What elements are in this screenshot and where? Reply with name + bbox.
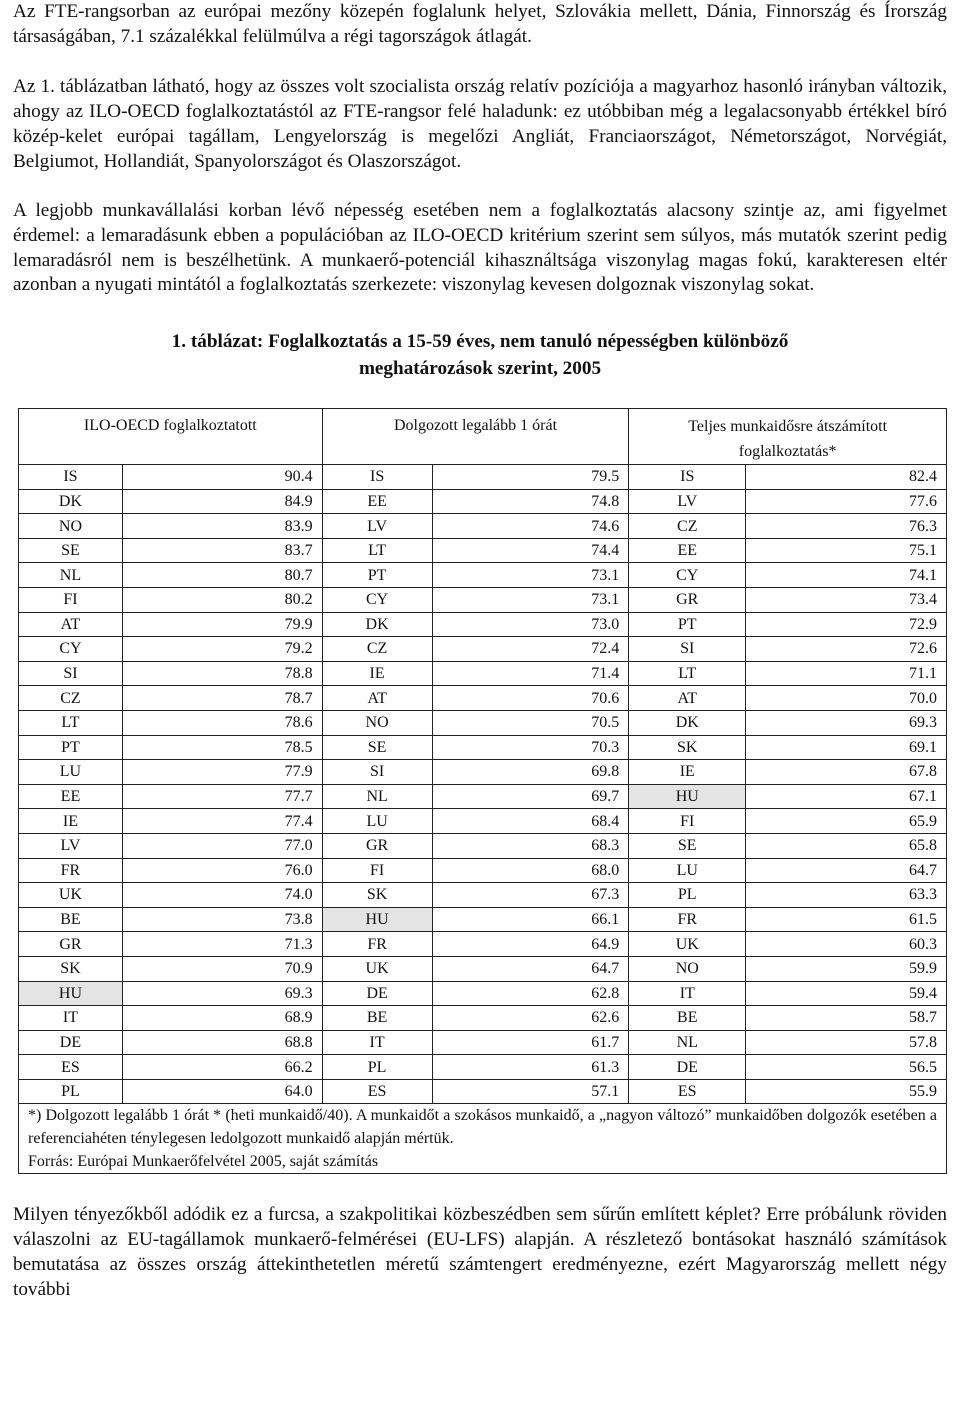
value-cell: 74.1 bbox=[746, 563, 947, 588]
value-cell: 59.9 bbox=[746, 956, 947, 981]
value-cell: 73.1 bbox=[432, 563, 629, 588]
value-cell: 74.8 bbox=[432, 489, 629, 514]
value-cell: 76.3 bbox=[746, 514, 947, 539]
table-row bbox=[19, 465, 947, 490]
country-code-cell: SK bbox=[629, 735, 746, 760]
value-cell: 61.5 bbox=[746, 907, 947, 932]
country-code-cell: DK bbox=[19, 489, 123, 514]
employment-table bbox=[18, 408, 947, 1174]
country-code-cell: AT bbox=[19, 612, 123, 637]
country-code-cell: PT bbox=[19, 735, 123, 760]
value-cell: 69.3 bbox=[746, 710, 947, 735]
country-code-cell: IS bbox=[629, 465, 746, 490]
country-code-cell: SK bbox=[322, 883, 432, 908]
value-cell: 77.6 bbox=[746, 489, 947, 514]
value-cell: 74.6 bbox=[432, 514, 629, 539]
value-cell: 56.5 bbox=[746, 1055, 947, 1080]
country-code-cell: ES bbox=[19, 1055, 123, 1080]
country-code-cell: FI bbox=[629, 809, 746, 834]
table-row bbox=[19, 760, 947, 785]
table-row bbox=[19, 1079, 947, 1104]
value-cell: 64.7 bbox=[432, 956, 629, 981]
country-code-cell: NL bbox=[19, 563, 123, 588]
value-cell: 82.4 bbox=[746, 465, 947, 490]
value-cell: 57.8 bbox=[746, 1030, 947, 1055]
value-cell: 67.1 bbox=[746, 784, 947, 809]
paragraph-4: Milyen tényezőkből adódik ez a furcsa, a szakpolitikai közbeszédben sem sűrűn említett képlet? Erre próbálunk röviden válaszolni az EU-tagállamok munkaerő-felmérései (EU-LFS) alapján. A részletező bontásokat használó számítások bemutatása az összes ország áttekinthetetlen méretű számtengert eredményezne, ezért Magyarország mellett négy további bbox=[13, 1204, 947, 1300]
table-caption-line-1: 1. táblázat: Foglalkoztatás a 15-59 éves, nem tanuló népességben különböző bbox=[171, 331, 789, 353]
value-cell: 66.2 bbox=[122, 1055, 322, 1080]
table-row bbox=[19, 833, 947, 858]
value-cell: 83.9 bbox=[122, 514, 322, 539]
country-code-cell: SE bbox=[19, 538, 123, 563]
country-code-cell: AT bbox=[322, 686, 432, 711]
header-ilo-oecd: ILO-OECD foglalkoztatott bbox=[19, 409, 323, 465]
value-cell: 73.4 bbox=[746, 588, 947, 613]
country-code-cell: IE bbox=[19, 809, 123, 834]
table-row bbox=[19, 661, 947, 686]
value-cell: 76.0 bbox=[122, 858, 322, 883]
country-code-cell: IT bbox=[629, 981, 746, 1006]
country-code-cell: GR bbox=[322, 833, 432, 858]
country-code-cell: GR bbox=[629, 588, 746, 613]
value-cell: 58.7 bbox=[746, 1006, 947, 1031]
country-code-cell: DE bbox=[322, 981, 432, 1006]
country-code-cell: CZ bbox=[19, 686, 123, 711]
country-code-cell: NO bbox=[322, 710, 432, 735]
table-row bbox=[19, 1055, 947, 1080]
value-cell: 68.3 bbox=[432, 833, 629, 858]
value-cell: 71.4 bbox=[432, 661, 629, 686]
country-code-cell: FR bbox=[322, 932, 432, 957]
country-code-cell: SI bbox=[629, 637, 746, 662]
country-code-cell: NO bbox=[19, 514, 123, 539]
value-cell: 68.0 bbox=[432, 858, 629, 883]
table-row bbox=[19, 784, 947, 809]
country-code-cell: PT bbox=[322, 563, 432, 588]
table-row bbox=[19, 710, 947, 735]
country-code-cell: LU bbox=[322, 809, 432, 834]
value-cell: 75.1 bbox=[746, 538, 947, 563]
table-row bbox=[19, 1030, 947, 1055]
value-cell: 62.8 bbox=[432, 981, 629, 1006]
table-row bbox=[19, 538, 947, 563]
country-code-cell: BE bbox=[19, 907, 123, 932]
value-cell: 67.3 bbox=[432, 883, 629, 908]
country-code-cell: DK bbox=[322, 612, 432, 637]
paragraph-1: Az FTE-rangsorban az európai mezőny közepén foglalunk helyet, Szlovákia mellett, Dánia, Finnország és Írország társaságában, 7.1 százalékkal felülmúlva a régi tagországok átlagát. bbox=[13, 1, 947, 47]
table-row bbox=[19, 932, 947, 957]
table-row bbox=[19, 1006, 947, 1031]
value-cell: 71.3 bbox=[122, 932, 322, 957]
table-row bbox=[19, 637, 947, 662]
value-cell: 70.9 bbox=[122, 956, 322, 981]
country-code-cell: FR bbox=[19, 858, 123, 883]
value-cell: 65.9 bbox=[746, 809, 947, 834]
country-code-cell: FR bbox=[629, 907, 746, 932]
value-cell: 70.0 bbox=[746, 686, 947, 711]
value-cell: 59.4 bbox=[746, 981, 947, 1006]
country-code-cell: ES bbox=[629, 1079, 746, 1104]
country-code-cell: BE bbox=[629, 1006, 746, 1031]
value-cell: 90.4 bbox=[122, 465, 322, 490]
country-code-cell: SI bbox=[322, 760, 432, 785]
value-cell: 62.6 bbox=[432, 1006, 629, 1031]
country-code-cell: CZ bbox=[322, 637, 432, 662]
table-row bbox=[19, 956, 947, 981]
value-cell: 66.1 bbox=[432, 907, 629, 932]
country-code-cell: EE bbox=[322, 489, 432, 514]
value-cell: 71.1 bbox=[746, 661, 947, 686]
table-note-row bbox=[19, 1104, 947, 1174]
country-code-cell: HU bbox=[19, 981, 123, 1006]
country-code-cell: UK bbox=[19, 883, 123, 908]
value-cell: 78.6 bbox=[122, 710, 322, 735]
country-code-cell: FI bbox=[19, 588, 123, 613]
table-row bbox=[19, 735, 947, 760]
country-code-cell: CY bbox=[629, 563, 746, 588]
table-row bbox=[19, 883, 947, 908]
paragraph-2: Az 1. táblázatban látható, hogy az összes volt szocialista ország relatív pozíciója a magyarhoz hasonló irányban változik, ahogy az ILO-OECD foglalkoztatástól az FTE-rangsor felé haladunk: ez utóbbiban még a legalacsonyabb értékkel bíró közép-kelet európai tagállam, Lengyelország is megelőzi Angliát, Franciaországot, Németországot, Norvégiát, Belgiumot, Hollandiát, Spanyolországot és Olaszországot. bbox=[13, 76, 947, 172]
country-code-cell: IT bbox=[322, 1030, 432, 1055]
country-code-cell: SE bbox=[629, 833, 746, 858]
country-code-cell: LV bbox=[629, 489, 746, 514]
value-cell: 63.3 bbox=[746, 883, 947, 908]
country-code-cell: PL bbox=[322, 1055, 432, 1080]
table-row bbox=[19, 514, 947, 539]
value-cell: 69.3 bbox=[122, 981, 322, 1006]
value-cell: 61.7 bbox=[432, 1030, 629, 1055]
value-cell: 64.9 bbox=[432, 932, 629, 957]
value-cell: 69.8 bbox=[432, 760, 629, 785]
value-cell: 78.7 bbox=[122, 686, 322, 711]
country-code-cell: NO bbox=[629, 956, 746, 981]
value-cell: 68.8 bbox=[122, 1030, 322, 1055]
value-cell: 78.8 bbox=[122, 661, 322, 686]
value-cell: 69.7 bbox=[432, 784, 629, 809]
value-cell: 60.3 bbox=[746, 932, 947, 957]
value-cell: 72.4 bbox=[432, 637, 629, 662]
country-code-cell: HU bbox=[629, 784, 746, 809]
table-header-row bbox=[19, 409, 947, 465]
country-code-cell: IT bbox=[19, 1006, 123, 1031]
country-code-cell: LV bbox=[322, 514, 432, 539]
country-code-cell: LU bbox=[19, 760, 123, 785]
value-cell: 77.9 bbox=[122, 760, 322, 785]
header-fte: Teljes munkaidősre átszámított foglalkoztatás* bbox=[629, 409, 947, 465]
country-code-cell: LT bbox=[19, 710, 123, 735]
country-code-cell: UK bbox=[322, 956, 432, 981]
table-source: Forrás: Európai Munkaerőfelvétel 2005, saját számítás bbox=[28, 1153, 379, 1171]
country-code-cell: DE bbox=[629, 1055, 746, 1080]
country-code-cell: IE bbox=[322, 661, 432, 686]
value-cell: 80.2 bbox=[122, 588, 322, 613]
country-code-cell: IE bbox=[629, 760, 746, 785]
paragraph-3: A legjobb munkavállalási korban lévő népesség esetében nem a foglalkoztatás alacsony szintje az, ami figyelmet érdemel: a lemaradásunk ebben a populációban az ILO-OECD kritérium szerint sem súlyos, más mutatók szerint pedig lemaradásról nem is beszélhetünk. A munkaerő-potenciál kihasználtsága viszonylag magas fokú, karakteresen eltér azonban a nyugati mintától a foglalkoztatás szerkezete: viszonylag kevesen dolgoznak viszonylag sokat. bbox=[13, 200, 947, 296]
country-code-cell: IS bbox=[19, 465, 123, 490]
country-code-cell: FI bbox=[322, 858, 432, 883]
country-code-cell: SI bbox=[19, 661, 123, 686]
value-cell: 57.1 bbox=[432, 1079, 629, 1104]
value-cell: 74.0 bbox=[122, 883, 322, 908]
table-row bbox=[19, 858, 947, 883]
table-row bbox=[19, 489, 947, 514]
table-note-cell bbox=[19, 1104, 947, 1174]
value-cell: 79.5 bbox=[432, 465, 629, 490]
country-code-cell: UK bbox=[629, 932, 746, 957]
value-cell: 80.7 bbox=[122, 563, 322, 588]
country-code-cell: EE bbox=[19, 784, 123, 809]
country-code-cell: GR bbox=[19, 932, 123, 957]
value-cell: 77.7 bbox=[122, 784, 322, 809]
country-code-cell: AT bbox=[629, 686, 746, 711]
country-code-cell: DK bbox=[629, 710, 746, 735]
value-cell: 72.9 bbox=[746, 612, 947, 637]
value-cell: 64.0 bbox=[122, 1079, 322, 1104]
country-code-cell: LU bbox=[629, 858, 746, 883]
table-note: *) Dolgozott legalább 1 órát * (heti munkaidő/40). A munkaidőt a szokásos munkaidő, a „nagyon változó” munkaidőben dolgozók esetében a referenciahéten ténylegesen ledolgozott munkaidő alapján mértük. bbox=[28, 1107, 937, 1148]
value-cell: 68.4 bbox=[432, 809, 629, 834]
value-cell: 64.7 bbox=[746, 858, 947, 883]
value-cell: 74.4 bbox=[432, 538, 629, 563]
value-cell: 65.8 bbox=[746, 833, 947, 858]
table-row bbox=[19, 563, 947, 588]
value-cell: 77.0 bbox=[122, 833, 322, 858]
value-cell: 73.8 bbox=[122, 907, 322, 932]
table-row bbox=[19, 612, 947, 637]
country-code-cell: PT bbox=[629, 612, 746, 637]
country-code-cell: CY bbox=[322, 588, 432, 613]
country-code-cell: BE bbox=[322, 1006, 432, 1031]
table-row bbox=[19, 907, 947, 932]
country-code-cell: HU bbox=[322, 907, 432, 932]
table-row bbox=[19, 809, 947, 834]
country-code-cell: PL bbox=[19, 1079, 123, 1104]
value-cell: 70.3 bbox=[432, 735, 629, 760]
value-cell: 68.9 bbox=[122, 1006, 322, 1031]
country-code-cell: NL bbox=[629, 1030, 746, 1055]
country-code-cell: LT bbox=[629, 661, 746, 686]
country-code-cell: DE bbox=[19, 1030, 123, 1055]
value-cell: 55.9 bbox=[746, 1079, 947, 1104]
value-cell: 70.5 bbox=[432, 710, 629, 735]
country-code-cell: LV bbox=[19, 833, 123, 858]
value-cell: 67.8 bbox=[746, 760, 947, 785]
value-cell: 61.3 bbox=[432, 1055, 629, 1080]
table-caption bbox=[13, 328, 947, 382]
table-row bbox=[19, 588, 947, 613]
table-body bbox=[19, 465, 947, 1104]
header-worked-1-hour: Dolgozott legalább 1 órát bbox=[322, 409, 629, 465]
country-code-cell: ES bbox=[322, 1079, 432, 1104]
country-code-cell: PL bbox=[629, 883, 746, 908]
country-code-cell: IS bbox=[322, 465, 432, 490]
value-cell: 84.9 bbox=[122, 489, 322, 514]
country-code-cell: SE bbox=[322, 735, 432, 760]
value-cell: 73.0 bbox=[432, 612, 629, 637]
table-row bbox=[19, 686, 947, 711]
value-cell: 69.1 bbox=[746, 735, 947, 760]
country-code-cell: SK bbox=[19, 956, 123, 981]
value-cell: 77.4 bbox=[122, 809, 322, 834]
value-cell: 73.1 bbox=[432, 588, 629, 613]
value-cell: 79.2 bbox=[122, 637, 322, 662]
value-cell: 79.9 bbox=[122, 612, 322, 637]
table-row bbox=[19, 981, 947, 1006]
value-cell: 70.6 bbox=[432, 686, 629, 711]
country-code-cell: CZ bbox=[629, 514, 746, 539]
value-cell: 78.5 bbox=[122, 735, 322, 760]
country-code-cell: LT bbox=[322, 538, 432, 563]
country-code-cell: CY bbox=[19, 637, 123, 662]
value-cell: 72.6 bbox=[746, 637, 947, 662]
country-code-cell: NL bbox=[322, 784, 432, 809]
table-caption-line-2: meghatározások szerint, 2005 bbox=[358, 358, 602, 380]
country-code-cell: EE bbox=[629, 538, 746, 563]
value-cell: 83.7 bbox=[122, 538, 322, 563]
